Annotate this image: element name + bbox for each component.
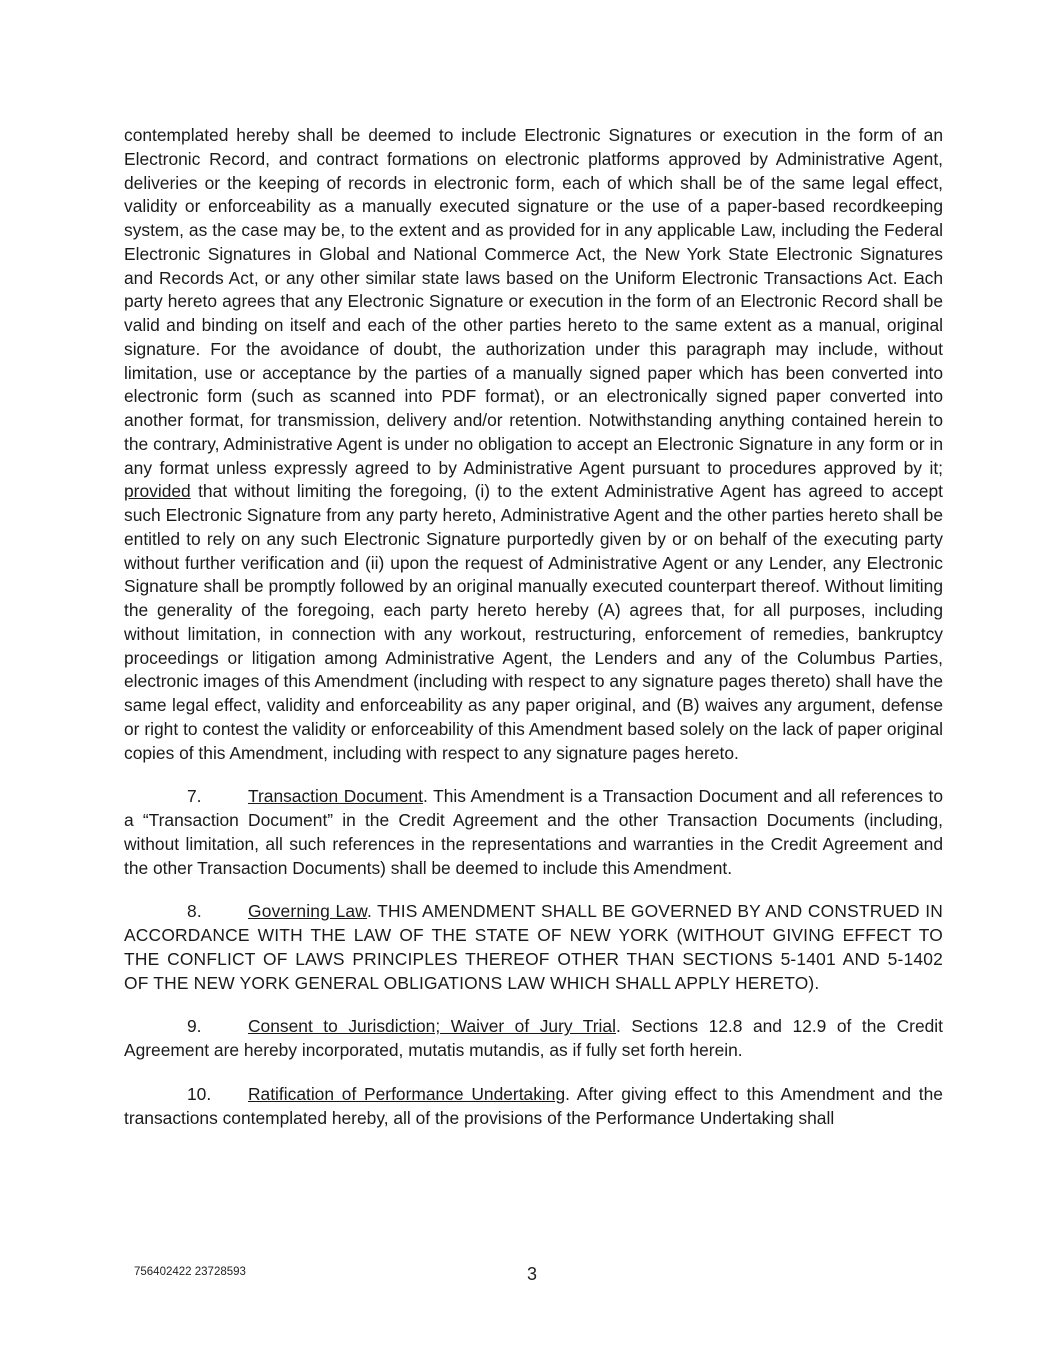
continuation-paragraph <box>124 124 943 765</box>
section-8-number: 8. <box>187 901 202 922</box>
section-9-heading: Consent to Jurisdiction; Waiver of Jury Trial <box>248 1016 616 1037</box>
section-8-heading: Governing Law <box>248 901 367 922</box>
section-7-heading: Transaction Document <box>248 786 424 807</box>
provided-term: provided <box>124 481 191 502</box>
section-10-paragraph <box>124 1083 943 1131</box>
page-number: 3 <box>527 1264 538 1284</box>
section-10-body: . After giving effect to this Amendment and the transactions contemplated hereby, all of the provisions of the Performance Undertaking shall <box>124 1083 943 1128</box>
page-body <box>124 124 943 1150</box>
continuation-text-part2: that without limiting the foregoing, (i) to the extent Administrative Agent has agreed to accept such Electronic Signature from any party hereto, Administrative Agent and the other parties hereto shall be entitled to rely on any such Electronic Signature purportedly given by or on behalf of the executing party without further verification and (ii) upon the request of Administrative Agent or any Lender, any Electronic Signature shall be promptly followed by an original manually executed counterpart thereof. Without limiting the generality of the foregoing, each party hereto hereby (A) agrees that, for all purposes, including without limitation, in connection with any workout, restructuring, enforcement of remedies, bankruptcy proceedings or litigation among Administrative Agent, the Lenders and any of the Columbus Parties, electronic images of this Amendment (including with respect to any signature pages thereto) shall have the same legal effect, validity and enforceability as any paper original, and (B) waives any argument, defense or right to contest the validity or enforceability of this Amendment based solely on the lack of paper original copies of this Amendment, including with respect to any signature pages hereto. <box>124 481 943 763</box>
section-7-body: . This Amendment is a Transaction Document and all references to a “Transaction Document” in the Credit Agreement and the other Transaction Documents (including, without limitation, all such references in the representations and warranties in the Credit Agreement and the other Transaction Documents) shall be deemed to include this Amendment. <box>124 786 943 878</box>
section-8-paragraph <box>124 900 943 995</box>
section-9-paragraph <box>124 1015 943 1063</box>
continuation-text-part1: contemplated hereby shall be deemed to include Electronic Signatures or execution in the form of an Electronic Record, and contract formations on electronic platforms approved by Administrative Agent, deliveries or the keeping of records in electronic form, each of which shall be of the same legal effect, validity or enforceability as a manually executed signature or the use of a paper-based recordkeeping system, as the case may be, to the extent and as provided for in any applicable Law, including the Federal Electronic Signatures in Global and National Commerce Act, the New York State Electronic Signatures and Records Act, or any other similar state laws based on the Uniform Electronic Transactions Act. Each party hereto agrees that any Electronic Signature or execution in the form of an Electronic Record shall be valid and binding on itself and each of the other parties hereto to the same extent as a manual, original signature. For the avoidance of doubt, the authorization under this paragraph may include, without limitation, use or acceptance by the parties of a manually signed paper which has been converted into electronic form (such as scanned into PDF format), or an electronically signed paper converted into another format, for transmission, delivery and/or retention. Notwithstanding anything contained herein to the contrary, Administrative Agent is under no obligation to accept an Electronic Signature in any form or in any format unless expressly agreed to by Administrative Agent pursuant to procedures approved by it; <box>124 125 943 478</box>
section-7-paragraph <box>124 785 943 880</box>
section-7-number: 7. <box>187 786 202 807</box>
section-10-heading: Ratification of Performance Undertaking <box>248 1083 566 1104</box>
footer-document-id: 756402422 23728593 <box>134 1266 246 1278</box>
section-9-body: . Sections 12.8 and 12.9 of the Credit Agreement are hereby incorporated, mutatis mutandis, as if fully set forth herein. <box>124 1016 943 1060</box>
section-10-number: 10. <box>187 1083 212 1104</box>
section-8-body: . THIS AMENDMENT SHALL BE GOVERNED BY AND CONSTRUED IN ACCORDANCE WITH THE LAW OF THE STATE OF NEW YORK (WITHOUT GIVING EFFECT TO THE CONFLICT OF LAWS PRINCIPLES THEREOF OTHER THAN SECTIONS 5-1401 AND 5-1402 OF THE NEW YORK GENERAL OBLIGATIONS LAW WHICH SHALL APPLY HERETO). <box>124 901 943 993</box>
section-9-number: 9. <box>187 1016 202 1037</box>
